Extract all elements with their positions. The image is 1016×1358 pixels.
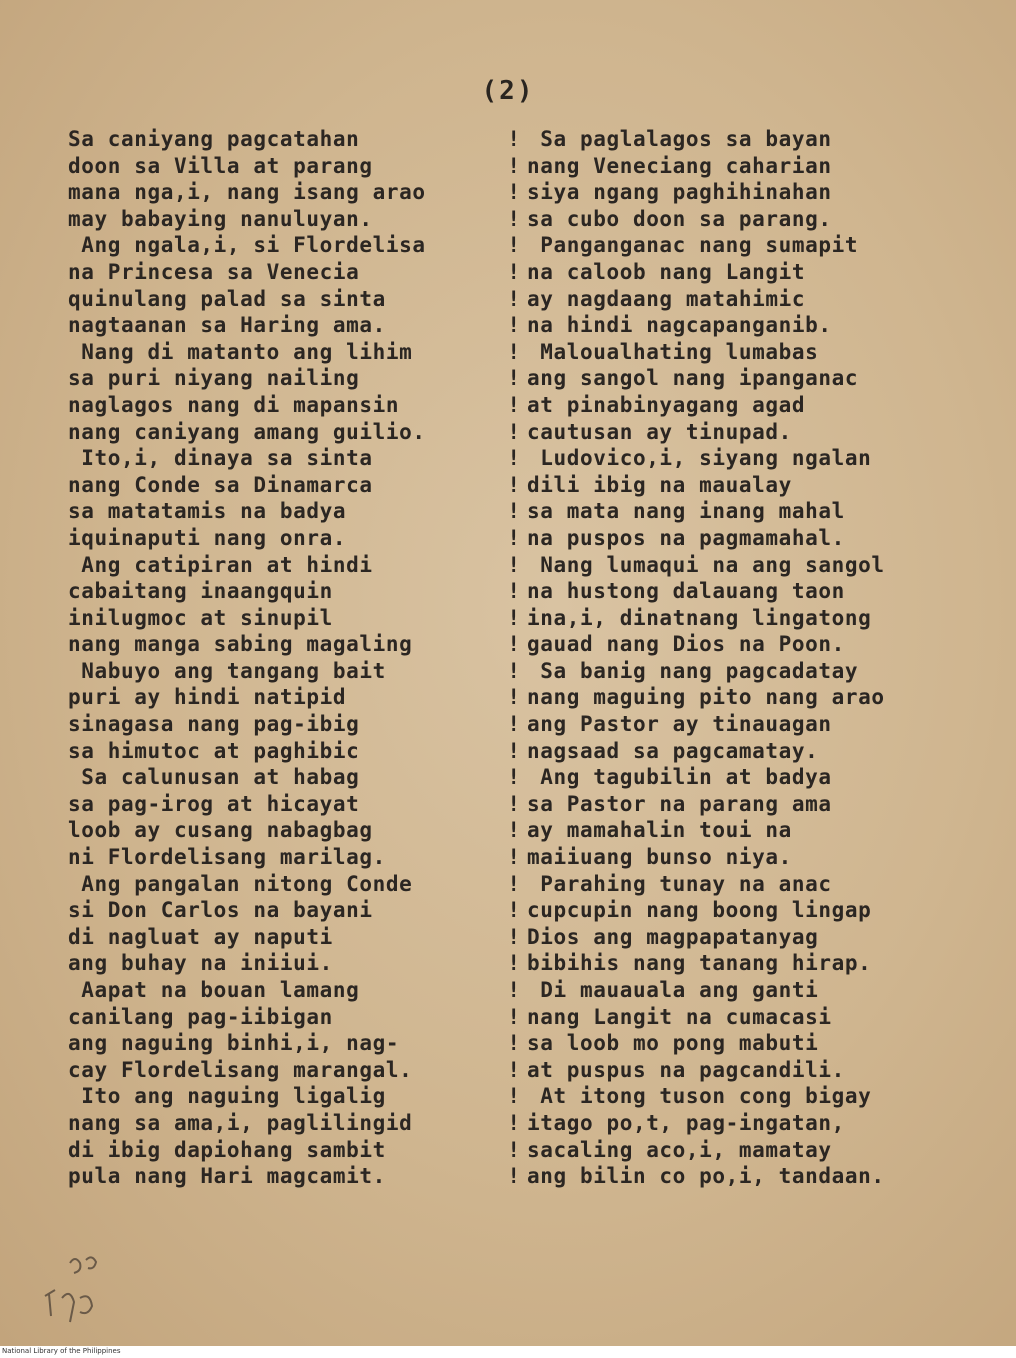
left-verse-line: Ang catipiran at hindi bbox=[68, 552, 373, 577]
left-verse-line: Ang ngala,i, si Flordelisa bbox=[68, 233, 426, 258]
right-verse-line: itago po,t, pag-ingatan, bbox=[527, 1110, 845, 1135]
separator-mark: ! bbox=[507, 1164, 521, 1189]
left-verse-line: ang naguing binhi,i, nag- bbox=[68, 1031, 400, 1056]
separator-mark: ! bbox=[507, 685, 521, 710]
left-verse-line: sa pag-irog at hicayat bbox=[68, 791, 360, 816]
right-verse-line: sacaling aco,i, mamatay bbox=[527, 1137, 832, 1162]
separator-mark: ! bbox=[507, 924, 521, 949]
left-verse-line: Ito,i, dinaya sa sinta bbox=[68, 446, 373, 471]
separator-mark: ! bbox=[507, 392, 521, 417]
right-verse-line: Maloualhating lumabas bbox=[527, 339, 819, 364]
left-verse-line: canilang pag-iibigan bbox=[68, 1004, 333, 1029]
separator-mark: ! bbox=[507, 951, 521, 976]
separator-mark: ! bbox=[507, 313, 521, 338]
right-verse-line: Sa paglalagos sa bayan bbox=[527, 127, 832, 151]
footer-credit: National Library of the Philippines bbox=[2, 1347, 121, 1355]
left-verse-line: loob ay cusang nabagbag bbox=[68, 818, 373, 843]
separator-mark: ! bbox=[507, 552, 521, 577]
right-verse-line: dili ibig na maualay bbox=[527, 472, 792, 497]
left-verse-line: na Princesa sa Venecia bbox=[68, 259, 360, 284]
right-verse-line: ina,i, dinatnang lingatong bbox=[527, 605, 872, 630]
separator-mark: ! bbox=[507, 472, 521, 497]
separator-mark: ! bbox=[507, 1057, 521, 1082]
right-verse-line: na hindi nagcapanganib. bbox=[527, 313, 832, 338]
separator-mark: ! bbox=[507, 791, 521, 816]
right-verse-line: bibihis nang tanang hirap. bbox=[527, 951, 872, 976]
left-verse-line: sa puri niyang nailing bbox=[68, 366, 360, 391]
right-verse-line: Sa banig nang pagcadatay bbox=[527, 658, 859, 683]
left-verse-line: mana nga,i, nang isang arao bbox=[68, 180, 426, 205]
right-verse-line: ang bilin co po,i, tandaan. bbox=[527, 1164, 885, 1189]
left-verse-line: nang manga sabing magaling bbox=[68, 632, 413, 657]
separator-mark: ! bbox=[507, 898, 521, 923]
separator-mark: ! bbox=[507, 1084, 521, 1109]
separator-mark: ! bbox=[507, 1004, 521, 1029]
right-verse-line: Di mauauala ang ganti bbox=[527, 978, 819, 1002]
left-verse-line: sinagasa nang pag-ibig bbox=[68, 712, 360, 737]
separator-mark: ! bbox=[507, 871, 521, 896]
separator-mark: ! bbox=[507, 1110, 521, 1135]
right-verse-line: at pinabinyagang agad bbox=[527, 392, 806, 417]
right-verse-line: ang Pastor ay tinauagan bbox=[527, 712, 832, 737]
separator-mark: ! bbox=[507, 127, 521, 151]
page-number: (2) bbox=[481, 76, 535, 106]
left-verse-line: Ito ang naguing ligalig bbox=[68, 1084, 386, 1109]
separator-mark: ! bbox=[507, 233, 521, 258]
left-verse-line: puri ay hindi natipid bbox=[68, 685, 347, 710]
separator-mark: ! bbox=[507, 658, 521, 683]
right-verse-line: sa mata nang inang mahal bbox=[527, 499, 845, 524]
left-verse-line: Nang di matanto ang lihim bbox=[68, 339, 413, 364]
separator-mark: ! bbox=[507, 366, 521, 391]
separator-mark: ! bbox=[507, 712, 521, 737]
left-verse-line: inilugmoc at sinupil bbox=[68, 605, 333, 630]
right-verse-column bbox=[527, 126, 987, 1190]
separator-mark: ! bbox=[507, 286, 521, 311]
separator-mark: ! bbox=[507, 206, 521, 231]
left-verse-line: iquinaputi nang onra. bbox=[68, 525, 347, 550]
right-verse-line: siya ngang paghihinahan bbox=[527, 180, 832, 205]
separator-mark: ! bbox=[507, 153, 521, 178]
separator-mark: ! bbox=[507, 499, 521, 524]
separator-mark: ! bbox=[507, 818, 521, 843]
separator-mark: ! bbox=[507, 180, 521, 205]
left-verse-line: ang buhay na iniiui. bbox=[68, 951, 333, 976]
left-verse-line: pula nang Hari magcamit. bbox=[68, 1164, 386, 1189]
right-verse-line: Ang tagubilin at badya bbox=[527, 765, 832, 790]
left-verse-column bbox=[68, 126, 508, 1190]
right-verse-line: Panganganac nang sumapit bbox=[527, 233, 859, 258]
left-verse-line: naglagos nang di mapansin bbox=[68, 392, 400, 417]
left-verse-line: ni Flordelisang marilag. bbox=[68, 845, 386, 870]
handwritten-annotation bbox=[40, 1248, 120, 1338]
right-verse-line: Ludovico,i, siyang ngalan bbox=[527, 446, 872, 471]
right-verse-line: Parahing tunay na anac bbox=[527, 871, 832, 896]
separator-mark: ! bbox=[507, 1031, 521, 1056]
separator-mark: ! bbox=[507, 446, 521, 471]
right-verse-line: Dios ang magpapatanyag bbox=[527, 924, 819, 949]
separator-mark: ! bbox=[507, 765, 521, 790]
separator-mark: ! bbox=[507, 845, 521, 870]
separator-mark: ! bbox=[507, 1137, 521, 1162]
separator-mark: ! bbox=[507, 579, 521, 604]
right-verse-line: gauad nang Dios na Poon. bbox=[527, 632, 845, 657]
separator-mark: ! bbox=[507, 632, 521, 657]
left-verse-line: di ibig dapiohang sambit bbox=[68, 1137, 386, 1162]
right-verse-line: at puspus na pagcandili. bbox=[527, 1057, 845, 1082]
right-verse-line: ay mamahalin toui na bbox=[527, 818, 792, 843]
right-verse-line: nagsaad sa pagcamatay. bbox=[527, 738, 819, 763]
left-verse-line: nagtaanan sa Haring ama. bbox=[68, 313, 386, 338]
right-verse-line: ang sangol nang ipanganac bbox=[527, 366, 859, 391]
right-verse-line: Nang lumaqui na ang sangol bbox=[527, 552, 885, 577]
right-verse-line: nang maguing pito nang arao bbox=[527, 685, 885, 710]
separator-mark: ! bbox=[507, 738, 521, 763]
right-verse-line: nang Langit na cumacasi bbox=[527, 1004, 832, 1029]
left-verse-line: may babaying nanuluyan. bbox=[68, 206, 373, 231]
left-verse-line: di nagluat ay naputi bbox=[68, 924, 333, 949]
right-verse-line: sa cubo doon sa parang. bbox=[527, 206, 832, 231]
right-verse-line: na puspos na pagmamahal. bbox=[527, 525, 845, 550]
right-verse-line: sa loob mo pong mabuti bbox=[527, 1031, 819, 1056]
left-verse-line: nang Conde sa Dinamarca bbox=[68, 472, 373, 497]
right-verse-line: ay nagdaang matahimic bbox=[527, 286, 806, 311]
separator-mark: ! bbox=[507, 525, 521, 550]
left-verse-line: Sa caniyang pagcatahan bbox=[68, 127, 360, 151]
left-verse-line: Aapat na bouan lamang bbox=[68, 978, 360, 1002]
right-verse-line: At itong tuson cong bigay bbox=[527, 1084, 872, 1109]
column-separator bbox=[500, 126, 528, 1190]
left-verse-line: Ang pangalan nitong Conde bbox=[68, 871, 413, 896]
right-verse-line: nang Veneciang caharian bbox=[527, 153, 832, 178]
left-verse-line: sa matatamis na badya bbox=[68, 499, 347, 524]
separator-mark: ! bbox=[507, 259, 521, 284]
left-verse-line: Nabuyo ang tangang bait bbox=[68, 658, 386, 683]
left-verse-line: sa himutoc at paghibic bbox=[68, 738, 360, 763]
separator-mark: ! bbox=[507, 978, 521, 1002]
left-verse-line: si Don Carlos na bayani bbox=[68, 898, 373, 923]
separator-mark: ! bbox=[507, 419, 521, 444]
left-verse-line: nang caniyang amang guilio. bbox=[68, 419, 426, 444]
right-verse-line: na hustong dalauang taon bbox=[527, 579, 845, 604]
separator-mark: ! bbox=[507, 605, 521, 630]
left-verse-line: cabaitang inaangquin bbox=[68, 579, 333, 604]
right-verse-line: na caloob nang Langit bbox=[527, 259, 806, 284]
left-verse-line: cay Flordelisang marangal. bbox=[68, 1057, 413, 1082]
right-verse-line: cautusan ay tinupad. bbox=[527, 419, 792, 444]
left-verse-line: Sa calunusan at habag bbox=[68, 765, 360, 790]
right-verse-line: maiiuang bunso niya. bbox=[527, 845, 792, 870]
left-verse-line: doon sa Villa at parang bbox=[68, 153, 373, 178]
separator-mark: ! bbox=[507, 339, 521, 364]
left-verse-line: nang sa ama,i, paglilingid bbox=[68, 1110, 413, 1135]
right-verse-line: sa Pastor na parang ama bbox=[527, 791, 832, 816]
right-verse-line: cupcupin nang boong lingap bbox=[527, 898, 872, 923]
left-verse-line: quinulang palad sa sinta bbox=[68, 286, 386, 311]
